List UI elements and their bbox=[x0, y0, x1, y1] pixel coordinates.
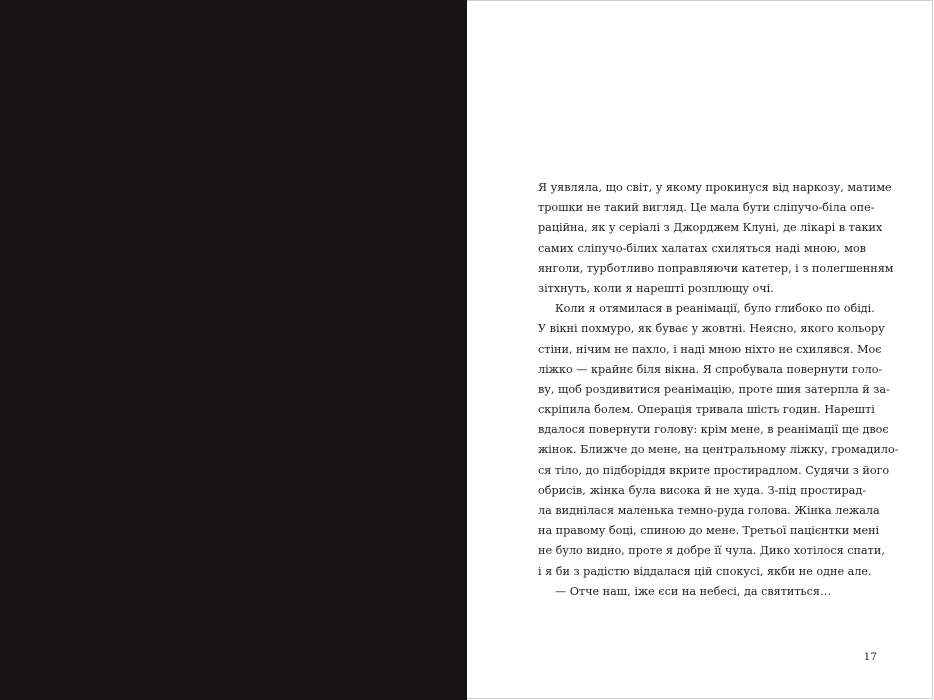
text-line: янголи, турботливо поправляючи катетер, і з полегшенням bbox=[538, 261, 894, 275]
text-line: жінок. Ближче до мене, на центральному ліжку, громадило- bbox=[538, 443, 899, 457]
text-line: обрисів, жінка була висока й не худа. З-під простирад- bbox=[538, 483, 866, 497]
text-line: самих сліпучо-білих халатах схиляться наді мною, мов bbox=[538, 241, 866, 255]
text-line: Я уявляла, що світ, у якому прокинуся від наркозу, матиме bbox=[538, 181, 892, 194]
text-line: ву, щоб роздивитися реанімацію, проте шия затерпла й за- bbox=[538, 382, 890, 396]
text-line: трошки не такий вигляд. Це мала бути сліпучо-біла опе- bbox=[538, 201, 875, 215]
text-line: і я би з радістю віддалася цій спокусі, якби не одне але. bbox=[538, 564, 872, 578]
page-number: 17 bbox=[863, 651, 877, 663]
body-text bbox=[538, 178, 899, 602]
text-line: раційна, як у серіалі з Джорджем Клуні, де лікарі в таких bbox=[538, 221, 883, 235]
right-page bbox=[467, 0, 933, 699]
text-line: — Отче наш, іже єси на небесі, да святиться… bbox=[555, 584, 832, 598]
text-line: скріпила болем. Операція тривала шість годин. Нарешті bbox=[538, 403, 875, 417]
text-line: стіни, нічим не пахло, і наді мною ніхто не схилявся. Моє bbox=[538, 342, 882, 356]
text-line: ліжко — крайнє біля вікна. Я спробувала повернути голо- bbox=[538, 362, 883, 376]
text-line: У вікні похмуро, як буває у жовтні. Неясно, якого кольору bbox=[538, 322, 885, 336]
text-line: вдалося повернути голову: крім мене, в реанімації ще двоє bbox=[538, 423, 889, 437]
text-line: ся тіло, до підборіддя вкрите простирадлом. Судячи з його bbox=[538, 463, 890, 477]
text-line: не було видно, проте я добре її чула. Дико хотілося спати, bbox=[538, 544, 885, 558]
text-line: ла виднілася маленька темно-руда голова. Жінка лежала bbox=[538, 504, 880, 517]
text-line: Коли я отямилася в реанімації, було глибоко по обіді. bbox=[555, 302, 875, 316]
text-line: зітхнуть, коли я нарешті розплющу очі. bbox=[538, 281, 774, 295]
text-line: на правому боці, спиною до мене. Третьої пацієнтки мені bbox=[538, 524, 880, 538]
